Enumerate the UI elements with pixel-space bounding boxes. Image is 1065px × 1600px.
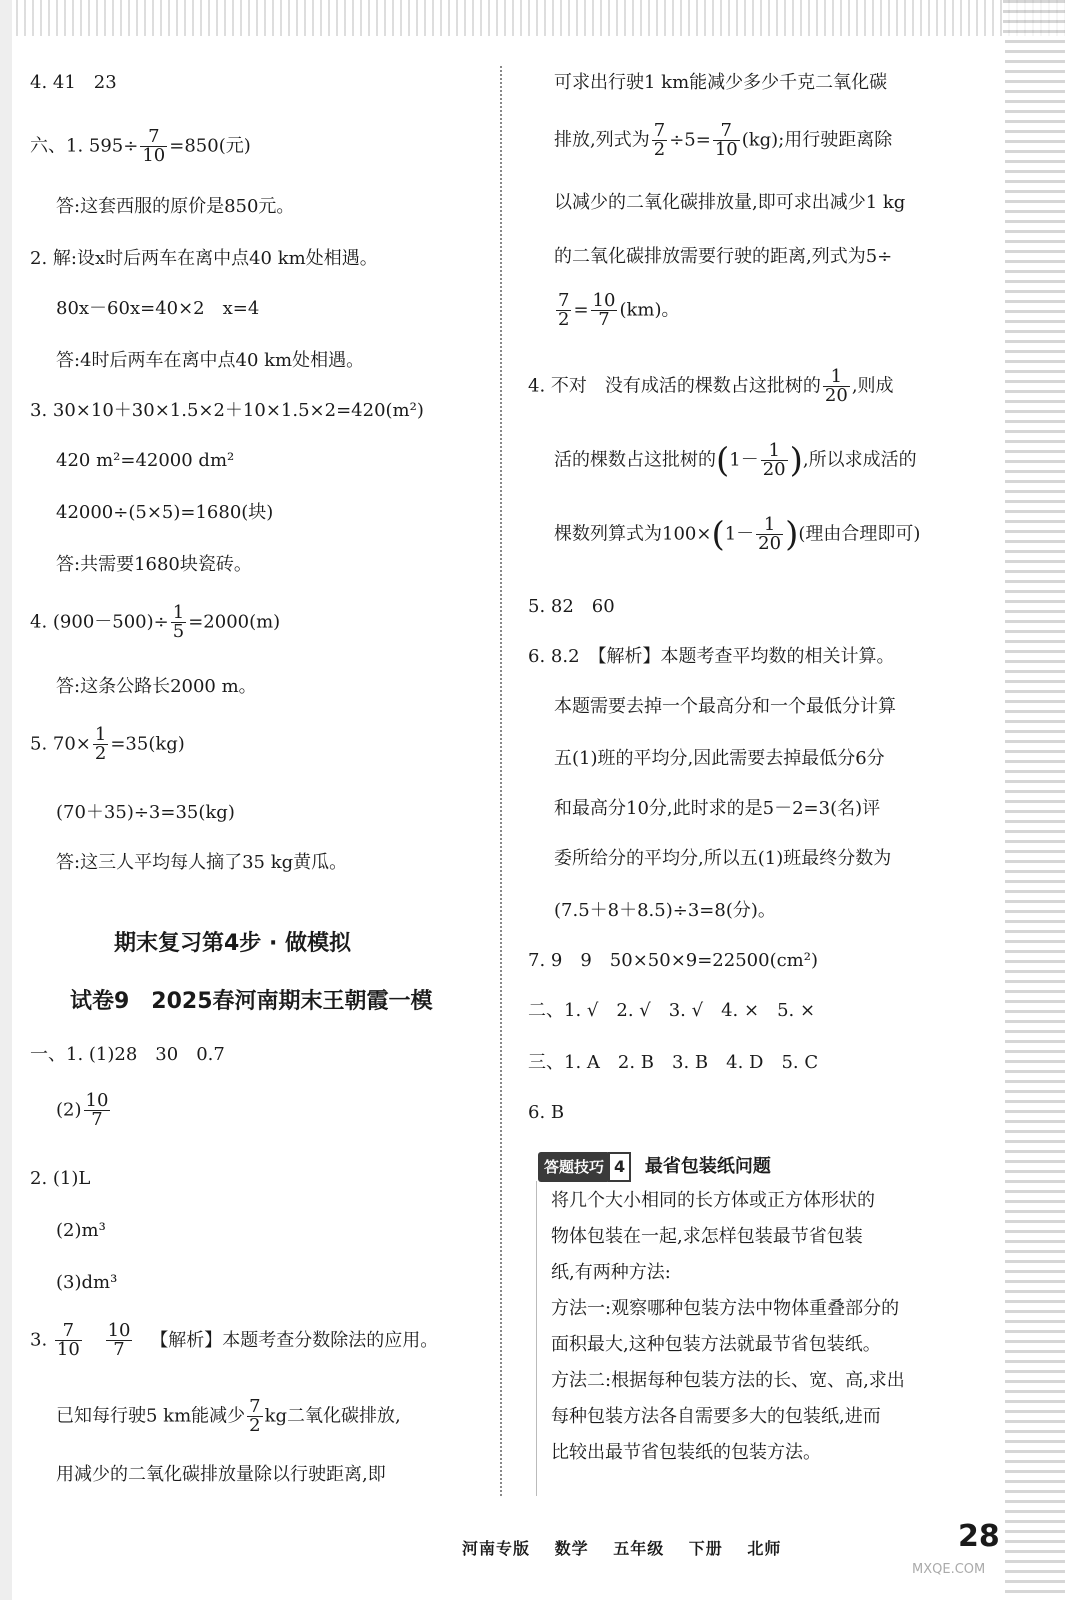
fraction <box>652 122 667 159</box>
numerator: 7 <box>249 1396 261 1417</box>
answer-line: 二、1. √ 2. √ 3. √ 4. × 5. × <box>528 1000 816 1021</box>
answer-line: 本题需要去掉一个最高分和一个最低分计算 <box>554 696 896 717</box>
paper-title: 试卷9 2025春河南期末王朝霞一模 <box>70 989 433 1014</box>
denominator: 7 <box>106 1340 133 1359</box>
answer-line: (2)m³ <box>56 1220 106 1241</box>
denominator: 20 <box>762 459 786 480</box>
footer-grade: 五年级 <box>613 1539 665 1558</box>
numerator: 7 <box>653 120 666 141</box>
denominator: 7 <box>84 1110 111 1129</box>
answer-line <box>30 128 251 165</box>
answer-line: 五(1)班的平均分,因此需要去掉最低分6分 <box>554 748 885 769</box>
answer-line: 7. 9 9 50×50×9=22500(cm²) <box>528 950 818 971</box>
numerator: 10 <box>107 1320 131 1341</box>
answer-line <box>554 516 920 553</box>
numerator: 1 <box>768 440 780 461</box>
decorative-left-border <box>0 0 12 1600</box>
text: (kg);用行驶距离除 <box>741 129 893 151</box>
numerator: 7 <box>62 1320 75 1341</box>
fraction <box>823 368 850 405</box>
denominator: 2 <box>94 743 107 764</box>
answer-line: 用减少的二氧化碳排放量除以行驶距离,即 <box>56 1464 386 1485</box>
footer-edition: 河南专版 <box>462 1539 531 1558</box>
left-paren: ( <box>711 514 725 555</box>
tip-header <box>538 1152 771 1182</box>
fraction <box>713 122 740 159</box>
right-paren: ) <box>785 514 799 555</box>
tip-line: 方法二:根据每种包装方法的长、宽、高,求出 <box>551 1370 905 1391</box>
fraction <box>106 1322 133 1359</box>
answer-line: 2. (1)L <box>30 1168 91 1189</box>
denominator: 2 <box>558 309 570 330</box>
answer-line: 420 m²=42000 dm² <box>56 450 235 471</box>
answer-line <box>554 292 679 329</box>
tip-number: 4 <box>608 1152 631 1182</box>
tip-tag: 答题技巧 <box>538 1152 610 1182</box>
answer-line <box>56 1398 401 1435</box>
denominator: 10 <box>56 1339 80 1360</box>
answer-line: (7.5＋8＋8.5)÷3=8(分)。 <box>554 900 776 921</box>
answer-line: 委所给分的平均分,所以五(1)班最终分数为 <box>554 848 892 869</box>
tip-line: 面积最大,这种包装方法就最节省包装纸。 <box>551 1334 881 1355</box>
answer-line: 3. 30×10＋30×1.5×2＋10×1.5×2=420(m²) <box>30 400 424 421</box>
denominator: 2 <box>249 1415 261 1436</box>
text: (理由合理即可) <box>798 523 921 545</box>
fraction <box>591 292 618 329</box>
answer-page <box>12 36 1005 1600</box>
numerator: 1 <box>94 724 107 745</box>
text: 4. (900－500)÷ <box>30 611 169 633</box>
text: 六、1. 595÷ <box>30 135 139 157</box>
answer-line: 答:共需要1680块瓷砖。 <box>56 554 252 575</box>
footer-volume: 下册 <box>688 1539 723 1558</box>
denominator: 2 <box>653 139 666 160</box>
numerator: 1 <box>172 602 185 623</box>
answer-line: 和最高分10分,此时求的是5－2=3(名)评 <box>554 798 881 819</box>
numerator: 7 <box>720 120 732 141</box>
page-number: 28 <box>958 1519 1000 1554</box>
decorative-top-border <box>0 0 1065 36</box>
denominator: 10 <box>142 145 166 166</box>
answer-line <box>30 1322 438 1359</box>
text: = <box>573 299 589 321</box>
denominator: 20 <box>824 385 848 406</box>
answer-line: 答:这三人平均每人摘了35 kg黄瓜。 <box>56 852 348 873</box>
denominator: 7 <box>591 310 618 329</box>
fraction <box>84 1092 111 1129</box>
text: 1－ <box>724 523 755 545</box>
numerator: 1 <box>763 514 776 535</box>
answer-line: 80x－60x=40×2 x=4 <box>56 298 260 319</box>
answer-line: 42000÷(5×5)=1680(块) <box>56 502 274 523</box>
fraction <box>247 1398 262 1435</box>
fraction <box>55 1322 82 1359</box>
footer-subject: 数学 <box>554 1539 589 1558</box>
tip-line: 每种包装方法各自需要多大的包装纸,进而 <box>551 1406 881 1427</box>
tip-line: 纸,有两种方法: <box>551 1262 671 1283</box>
fraction <box>171 604 186 641</box>
tip-line: 将几个大小相同的长方体或正方体形状的 <box>551 1190 875 1211</box>
text: 4. 不对 没有成活的棵数占这批树的 <box>528 375 821 397</box>
numerator: 1 <box>830 366 843 387</box>
denominator: 20 <box>758 533 782 554</box>
answer-line: (70＋35)÷3=35(kg) <box>56 802 235 823</box>
tip-box <box>536 1181 967 1496</box>
footer-publisher: 北师 <box>747 1539 782 1558</box>
page-footer <box>462 1536 799 1559</box>
left-paren: ( <box>716 440 730 481</box>
answer-line: 5. 82 60 <box>528 596 615 617</box>
text: ,则成 <box>851 375 894 397</box>
text: (2) <box>56 1099 82 1121</box>
denominator: 5 <box>172 621 185 642</box>
numerator: 7 <box>558 290 570 311</box>
answer-line: (3)dm³ <box>56 1272 118 1293</box>
answer-line: 的二氧化碳排放需要行驶的距离,列式为5÷ <box>554 246 893 267</box>
answer-line <box>528 368 894 405</box>
text: 3. <box>30 1329 48 1351</box>
tip-line: 比较出最节省包装纸的包装方法。 <box>551 1442 821 1463</box>
numerator: 7 <box>148 126 160 147</box>
answer-line: 可求出行驶1 km能减少多少千克二氧化碳 <box>554 72 888 93</box>
answer-line <box>554 122 892 159</box>
text: 已知每行驶5 km能减少 <box>56 1405 246 1427</box>
denominator: 10 <box>714 139 738 160</box>
section-title: 期末复习第4步 · 做模拟 <box>114 931 351 956</box>
column-divider <box>500 66 502 1496</box>
fraction <box>556 292 571 329</box>
fraction <box>756 516 783 553</box>
text: 1－ <box>729 449 759 471</box>
watermark: MXQE.COM <box>912 1562 986 1577</box>
numerator: 10 <box>592 290 616 311</box>
text: =35(kg) <box>110 733 185 755</box>
fraction <box>93 726 108 763</box>
answer-line: 6. 8.2 【解析】本题考查平均数的相关计算。 <box>528 646 895 667</box>
tip-title: 最省包装纸问题 <box>644 1156 771 1177</box>
text: (km)。 <box>619 299 680 321</box>
text: 排放,列式为 <box>554 129 650 151</box>
text: ÷5= <box>669 129 711 151</box>
text: 棵数列算式为100× <box>554 523 712 545</box>
answer-line: 6. B <box>528 1102 565 1123</box>
answer-line: 2. 解:设x时后两车在离中点40 km处相遇。 <box>30 248 378 269</box>
text: ,所以求成活的 <box>802 449 917 471</box>
answer-line: 答:这条公路长2000 m。 <box>56 676 257 697</box>
answer-line <box>30 604 280 641</box>
right-paren: ) <box>789 440 803 481</box>
answer-line: 答:这套西服的原价是850元。 <box>56 196 295 217</box>
answer-line: 以减少的二氧化碳排放量,即可求出减少1 kg <box>554 192 906 213</box>
answer-line <box>56 1092 112 1129</box>
tip-line: 方法一:观察哪种包装方法中物体重叠部分的 <box>551 1298 900 1319</box>
answer-line: 4. 41 23 <box>30 72 117 93</box>
answer-line <box>554 442 917 479</box>
decorative-right-border <box>1003 0 1065 1600</box>
tip-line: 物体包装在一起,求怎样包装最节省包装 <box>551 1226 863 1247</box>
text: =850(元) <box>169 135 251 157</box>
fraction <box>140 128 167 165</box>
text: =2000(m) <box>188 611 281 633</box>
text: 5. 70× <box>30 733 91 755</box>
numerator: 10 <box>85 1090 109 1111</box>
answer-line: 一、1. (1)28 30 0.7 <box>30 1044 225 1065</box>
text: 【解析】本题考查分数除法的应用。 <box>150 1329 439 1351</box>
text: 活的棵数占这批树的 <box>554 449 716 471</box>
answer-line: 答:4时后两车在离中点40 km处相遇。 <box>56 350 365 371</box>
text: kg二氧化碳排放, <box>264 1405 401 1427</box>
answer-line <box>30 726 185 763</box>
fraction <box>761 442 788 479</box>
answer-line: 三、1. A 2. B 3. B 4. D 5. C <box>528 1052 819 1073</box>
